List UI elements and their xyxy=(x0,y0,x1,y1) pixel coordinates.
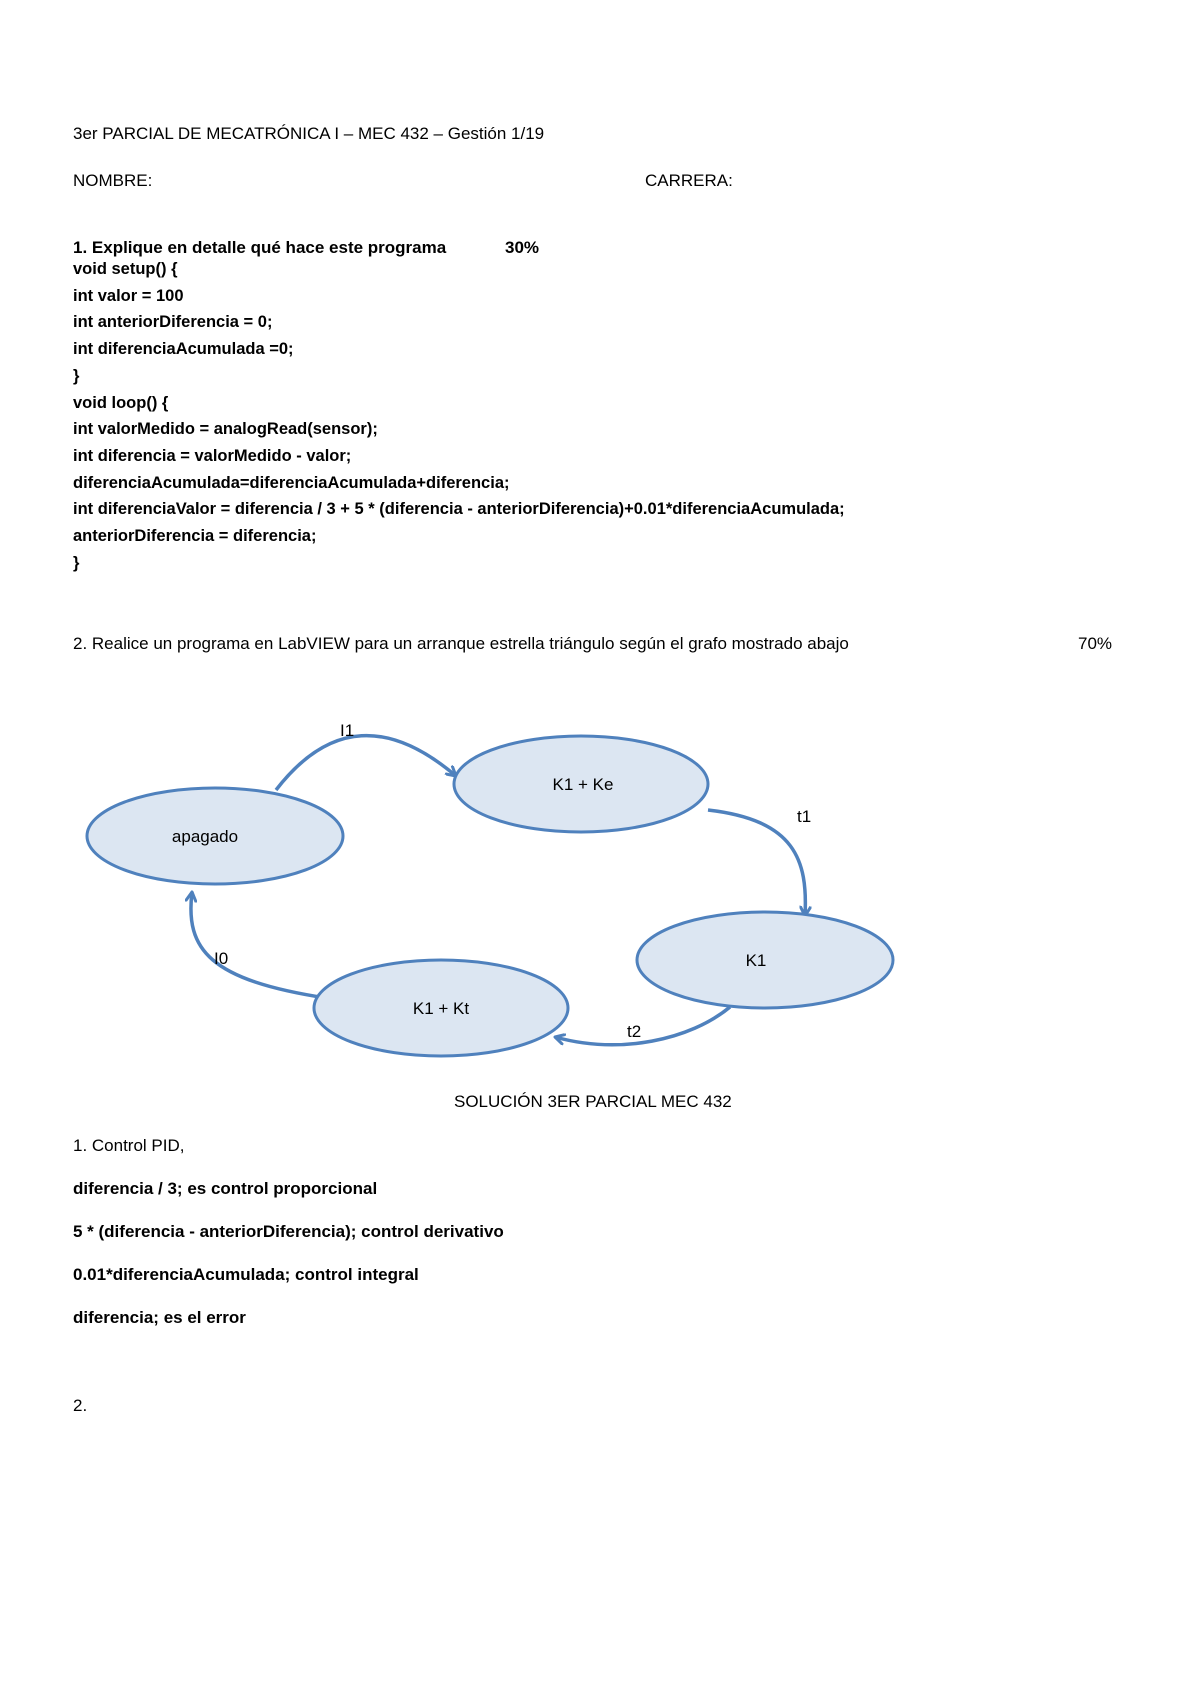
solution-line: 5 * (diferencia - anteriorDiferencia); control derivativo xyxy=(73,1222,504,1241)
code-line: int diferenciaValor = diferencia / 3 + 5 * (diferencia - anteriorDiferencia)+0.01*diferenciaAcumulada; xyxy=(73,500,845,519)
code-block xyxy=(73,256,845,576)
state-label-apagado: apagado xyxy=(171,827,239,846)
exam-title: 3er PARCIAL DE MECATRÓNICA I – MEC 432 – Gestión 1/19 xyxy=(73,124,545,143)
transition-label-t2: t2 xyxy=(627,1022,642,1041)
code-line: int diferencia = valorMedido - valor; xyxy=(73,446,352,465)
question-1-prompt: 1. Explique en detalle qué hace este programa xyxy=(73,238,447,257)
solution-item-2: 2. xyxy=(73,1396,88,1415)
carrera-label: CARRERA: xyxy=(645,171,733,190)
code-line: int anteriorDiferencia = 0; xyxy=(73,313,273,332)
code-line: diferenciaAcumulada=diferenciaAcumulada+diferencia; xyxy=(73,473,510,492)
solution-line: 1. Control PID, xyxy=(73,1136,185,1155)
transition-arrow-i0 xyxy=(191,892,326,998)
solution-line: diferencia; es el error xyxy=(73,1308,246,1327)
transition-arrow-i1 xyxy=(276,736,456,790)
state-diagram xyxy=(0,680,1200,1070)
question-1-weight: 30% xyxy=(505,238,540,257)
state-label-k1: K1 xyxy=(745,951,767,970)
transition-arrow-t1 xyxy=(708,810,805,916)
transition-label-t1: t1 xyxy=(797,807,812,826)
code-line: } xyxy=(73,553,80,572)
code-line: int valorMedido = analogRead(sensor); xyxy=(73,420,378,439)
code-line: } xyxy=(73,366,80,385)
code-line: void setup() { xyxy=(73,260,178,278)
transition-label-i1: I1 xyxy=(340,721,355,740)
transition-arrow-t2 xyxy=(555,1007,730,1045)
state-label-k1-kt: K1 + Kt xyxy=(412,999,470,1018)
code-line: int diferenciaAcumulada =0; xyxy=(73,340,294,359)
code-line: anteriorDiferencia = diferencia; xyxy=(73,527,317,546)
state-label-k1-ke: K1 + Ke xyxy=(552,775,614,794)
solution-line: 0.01*diferenciaAcumulada; control integral xyxy=(73,1265,419,1284)
solution-title: SOLUCIÓN 3ER PARCIAL MEC 432 xyxy=(454,1092,732,1111)
transition-label-i0: I0 xyxy=(214,949,229,968)
code-line: int valor = 100 xyxy=(73,286,184,305)
nombre-label: NOMBRE: xyxy=(73,171,153,190)
code-line: void loop() { xyxy=(73,393,169,412)
question-2-weight: 70% xyxy=(1078,634,1113,653)
question-2-prompt: 2. Realice un programa en LabVIEW para un arranque estrella triángulo según el grafo mostrado abajo xyxy=(73,634,849,653)
solution-line: diferencia / 3; es control proporcional xyxy=(73,1179,378,1198)
